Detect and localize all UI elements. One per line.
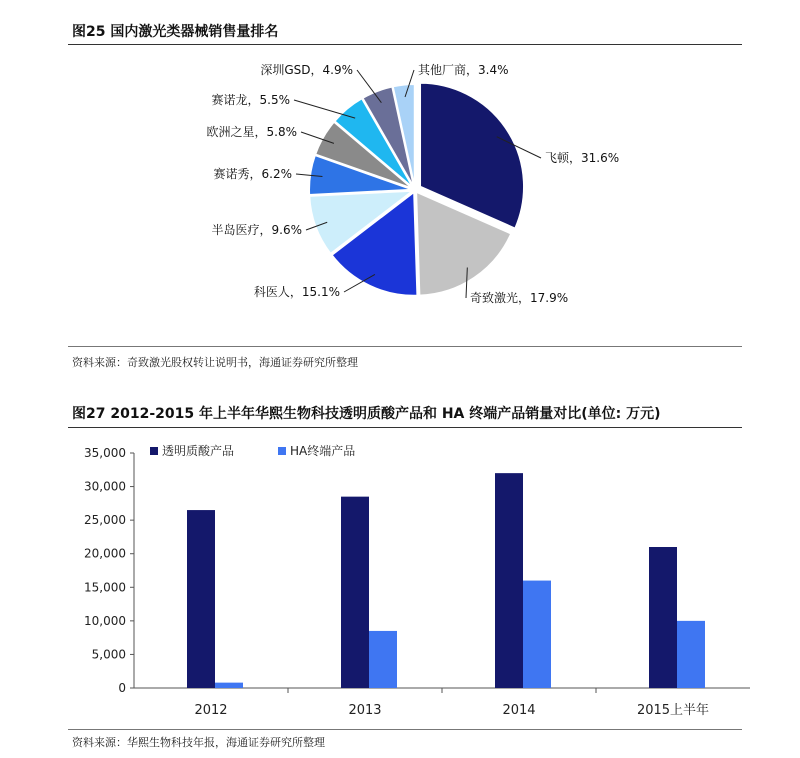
bar-ha-terminal-2014 [523, 581, 551, 688]
figure-25-title: 图25 国内激光类器械销售量排名 [72, 24, 279, 40]
y-tick-label: 0 [118, 681, 126, 695]
y-tick-label: 30,000 [84, 479, 126, 494]
bar-hyaluronic-acid-2014 [495, 473, 523, 688]
pie-label-3: 科医人，15.1% [253, 285, 340, 299]
bar-chart [0, 430, 800, 728]
legend-label-1: 透明质酸产品 [162, 444, 235, 458]
legend-swatch-2 [278, 447, 286, 455]
figure-27-top-rule [68, 427, 742, 428]
pie-label-1: 飞顿，31.6% [545, 151, 620, 165]
y-tick-label: 25,000 [84, 513, 126, 528]
bar-hyaluronic-acid-2015上半年 [649, 547, 677, 688]
x-tick-label: 2014 [502, 703, 536, 718]
figure-27-source: 资料来源：华熙生物科技年报，海通证券研究所整理 [72, 736, 325, 749]
legend-swatch-1 [150, 447, 158, 455]
figure-27-title: 图27 2012-2015 年上半年华熙生物科技透明质酸产品和 HA 终端产品销量对比(单位: 万元) [72, 406, 661, 422]
pie-label-2: 奇致激光，17.9% [470, 291, 569, 305]
pie-label-6: 欧洲之星，5.8% [206, 125, 297, 139]
bar-ha-terminal-2015上半年 [677, 621, 705, 688]
pie-label-4: 半岛医疗，9.6% [211, 223, 302, 237]
legend-label-2: HA终端产品 [290, 444, 356, 458]
pie-label-8: 深圳GSD，4.9% [260, 63, 353, 77]
x-tick-label: 2015上半年 [636, 703, 710, 718]
pie-label-7: 赛诺龙，5.5% [211, 93, 290, 107]
y-tick-label: 5,000 [91, 647, 126, 662]
y-tick-label: 35,000 [84, 446, 126, 460]
y-tick-label: 15,000 [84, 580, 126, 595]
x-tick-label: 2012 [194, 703, 228, 718]
pie-chart [0, 44, 800, 344]
pie-label-9: 其他厂商，3.4% [418, 63, 509, 77]
bar-ha-terminal-2013 [369, 631, 397, 688]
bar-ha-terminal-2012 [215, 683, 243, 688]
figure-25-source: 资料来源：奇致激光股权转让说明书，海通证券研究所整理 [72, 356, 358, 369]
x-tick-label: 2013 [348, 703, 382, 718]
y-tick-label: 10,000 [84, 613, 126, 628]
figure-25-bottom-rule [68, 346, 742, 347]
bar-hyaluronic-acid-2013 [341, 497, 369, 688]
y-tick-label: 20,000 [84, 546, 126, 561]
figure-27-bottom-rule [68, 729, 742, 730]
bar-hyaluronic-acid-2012 [187, 510, 215, 688]
pie-label-5: 赛诺秀，6.2% [213, 167, 292, 181]
